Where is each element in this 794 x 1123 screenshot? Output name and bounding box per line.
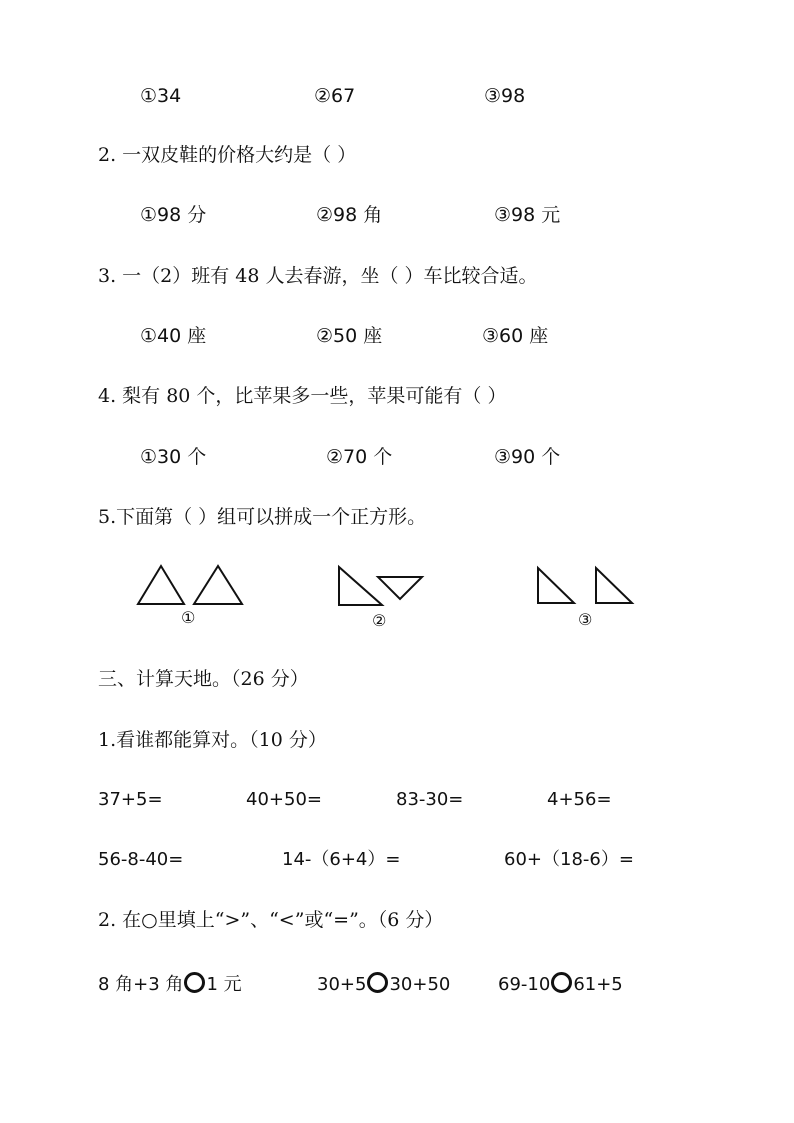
q3-option-3: ③60 座 (482, 325, 549, 347)
calc-item-3: 83-30= (396, 789, 464, 810)
calc-item-6: 14-（6+4）= (282, 849, 401, 870)
q2-option-1: ①98 分 (140, 204, 207, 226)
equilateral-triangle-right (194, 566, 242, 604)
compare-left: 69-10 (498, 974, 551, 995)
q2-text: 2. 一双皮鞋的价格大约是（ ） (98, 144, 357, 166)
shape-group-label-1: ① (181, 608, 196, 627)
shape-group-label-3: ③ (578, 610, 593, 629)
compare-circle-blank (551, 972, 572, 993)
triangle-group-3 (536, 565, 636, 607)
calc-item-1: 37+5= (98, 789, 163, 810)
right-triangle-right (596, 568, 632, 603)
right-triangle-left (538, 568, 574, 603)
calc-item-2: 40+50= (246, 789, 322, 810)
calc-item-4: 4+56= (547, 789, 612, 810)
triangle-group-2 (336, 564, 431, 609)
inverted-triangle (378, 577, 422, 599)
right-triangle (339, 567, 382, 605)
q1-option-2: ②67 (314, 85, 356, 107)
q3-option-2: ②50 座 (316, 325, 383, 347)
part1-title: 1.看谁都能算对。（10 分） (98, 729, 327, 751)
q2-option-3: ③98 元 (494, 204, 561, 226)
compare-circle-blank (367, 972, 388, 993)
compare-left: 30+5 (317, 974, 367, 995)
section3-title: 三、计算天地。（26 分） (98, 668, 309, 690)
compare-circle-blank (184, 972, 205, 993)
compare-left: 8 角+3 角 (98, 974, 184, 995)
compare-item-1 (98, 972, 242, 997)
part2-title: 2. 在○里填上“>”、“<”或“=”。（6 分） (98, 909, 444, 931)
compare-item-2 (317, 972, 450, 997)
q4-option-2: ②70 个 (326, 446, 393, 468)
q1-option-3: ③98 (484, 85, 526, 107)
shape-group-label-2: ② (372, 611, 387, 630)
compare-right: 61+5 (573, 974, 623, 995)
q1-option-1: ①34 (140, 85, 182, 107)
q2-option-2: ②98 角 (316, 204, 383, 226)
triangle-group-1 (136, 562, 246, 607)
compare-right: 1 元 (206, 974, 242, 995)
q4-text: 4. 梨有 80 个，比苹果多一些，苹果可能有（ ） (98, 385, 507, 407)
q5-text: 5.下面第（ ）组可以拼成一个正方形。 (98, 506, 427, 528)
calc-item-5: 56-8-40= (98, 849, 184, 870)
q3-option-1: ①40 座 (140, 325, 207, 347)
compare-item-3 (498, 972, 623, 997)
equilateral-triangle-left (138, 566, 184, 604)
compare-right: 30+50 (389, 974, 451, 995)
q4-option-1: ①30 个 (140, 446, 207, 468)
calc-item-7: 60+（18-6）= (504, 849, 634, 870)
q4-option-3: ③90 个 (494, 446, 561, 468)
q3-text: 3. 一（2）班有 48 人去春游，坐（ ）车比较合适。 (98, 265, 538, 287)
